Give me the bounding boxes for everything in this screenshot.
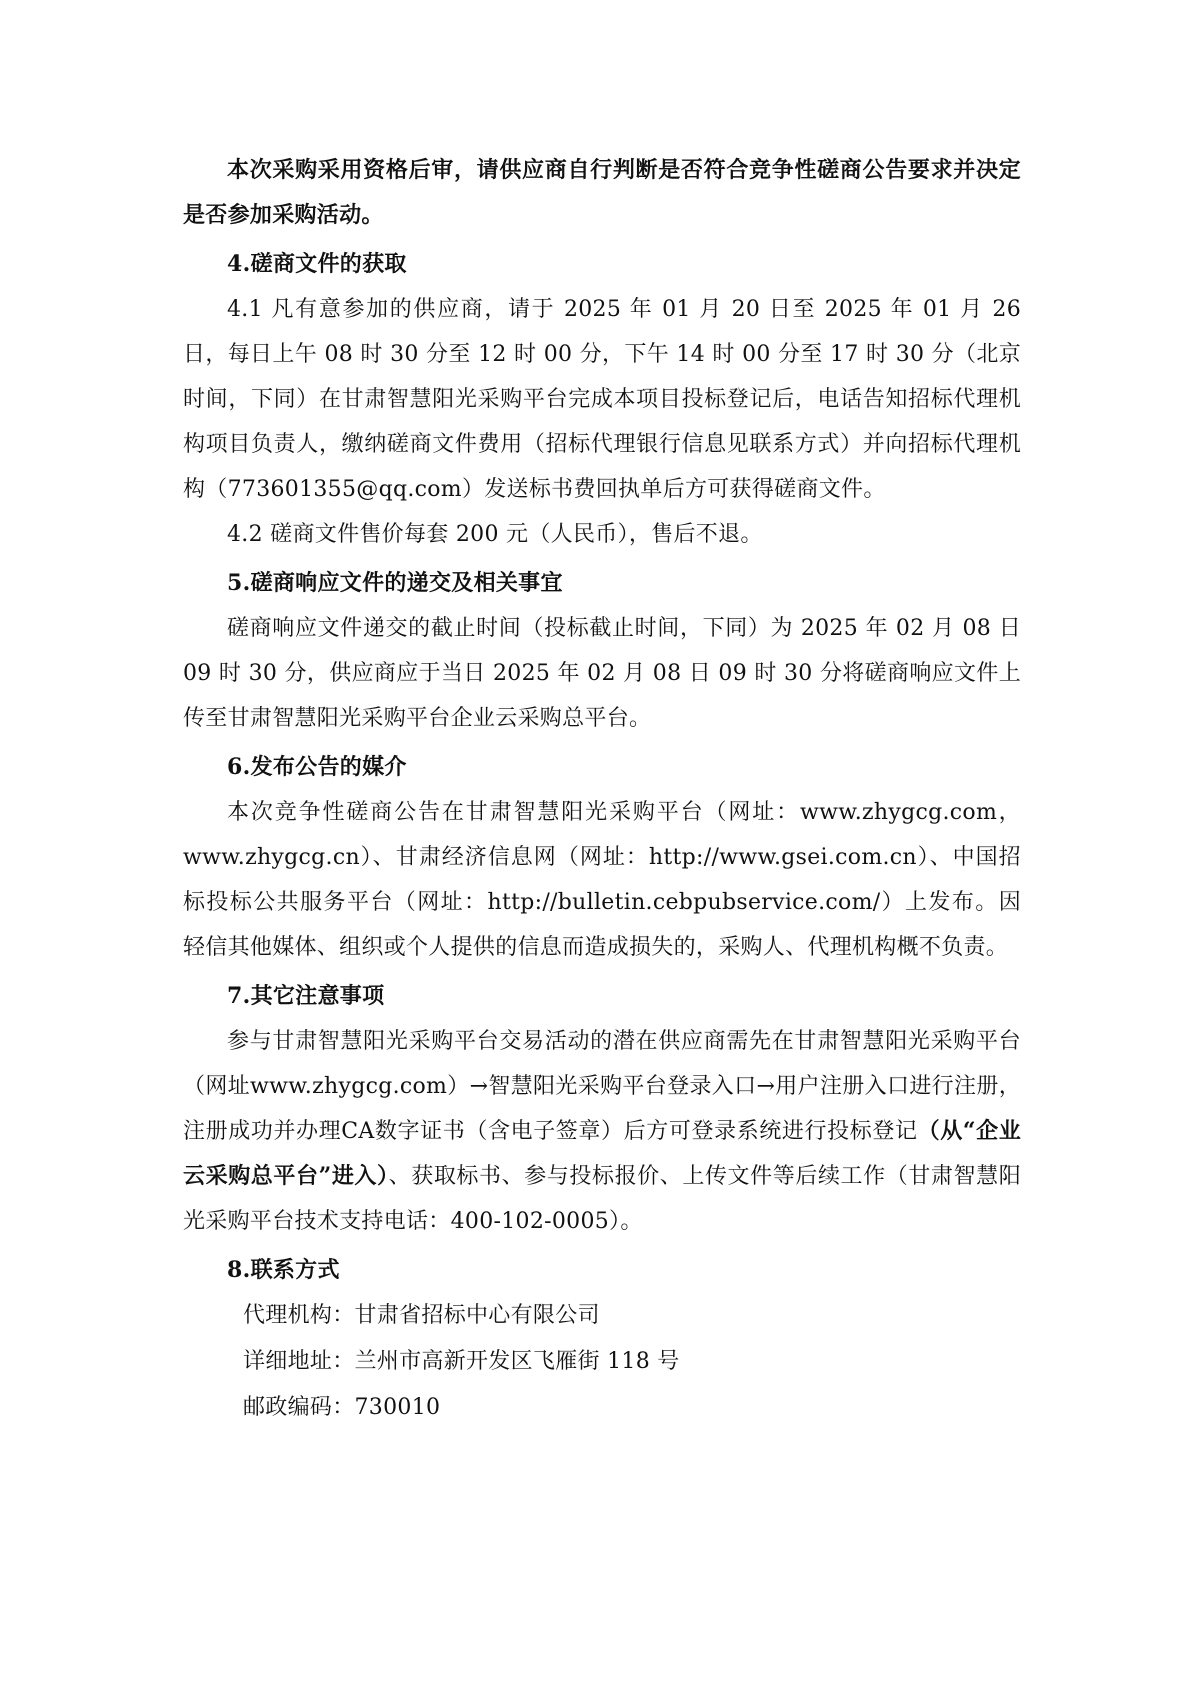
contact-postcode: 邮政编码：730010 bbox=[243, 1395, 441, 1420]
contact-agency: 代理机构：甘肃省招标中心有限公司 bbox=[243, 1303, 600, 1328]
section-6-paragraph: 本次竞争性磋商公告在甘肃智慧阳光采购平台（网址：www.zhygcg.com，www.zhygcg.cn）、甘肃经济信息网（网址：http://www.gsei.com.cn）、中国招标投标公共服务平台（网址：http://bulletin.cebpubservice.com/）上发布。因轻信其他媒体、组织或个人提供的信息而造成损失的，采购人、代理机构概不负责。 bbox=[183, 800, 1021, 960]
section-7-text-part2: 、获取标书、参与投标报价、上传文件等后续工作（甘肃智慧阳光采购平台技术支持电话：400-102-0005）。 bbox=[183, 1164, 1022, 1234]
document-page bbox=[183, 148, 1021, 1431]
section-4-1-paragraph: 4.1 凡有意参加的供应商，请于 2025 年 01 月 20 日至 2025 年 01 月 26 日，每日上午 08 时 30 分至 12 时 00 分，下午 14 时 00 分至 17 时 30 分（北京时间，下同）在甘肃智慧阳光采购平台完成本项目投标登记后，电话告知招标代理机构项目负责人，缴纳磋商文件费用（招标代理银行信息见联系方式）并向招标代理机构（773601355@qq.com）发送标书费回执单后方可获得磋商文件。 bbox=[183, 297, 1021, 502]
section-7-bold-note: （从“企业云采购总平台”进入） bbox=[183, 1118, 1022, 1189]
section-4-2-paragraph: 4.2 磋商文件售价每套 200 元（人民币），售后不退。 bbox=[227, 522, 763, 547]
intro-paragraph: 本次采购采用资格后审，请供应商自行判断是否符合竞争性磋商公告要求并决定是否参加采购活动。 bbox=[183, 157, 1021, 228]
section-7-paragraph bbox=[183, 1019, 1021, 1244]
section-7-heading: 7.其它注意事项 bbox=[227, 983, 385, 1009]
section-5-heading: 5.磋商响应文件的递交及相关事宜 bbox=[227, 570, 563, 596]
section-4-heading: 4.磋商文件的获取 bbox=[227, 251, 407, 277]
section-7-text-part1: 参与甘肃智慧阳光采购平台交易活动的潜在供应商需先在甘肃智慧阳光采购平台（网址www.zhygcg.com）→智慧阳光采购平台登录入口→用户注册入口进行注册，注册成功并办理CA数字证书（含电子签章）后方可登录系统进行投标登记 bbox=[183, 1029, 1021, 1144]
contact-address: 详细地址：兰州市高新开发区飞雁街 118 号 bbox=[243, 1349, 680, 1374]
section-5-paragraph: 磋商响应文件递交的截止时间（投标截止时间，下同）为 2025 年 02 月 08 日 09 时 30 分，供应商应于当日 2025 年 02 月 08 日 09 时 30 分将磋商响应文件上传至甘肃智慧阳光采购平台企业云采购总平台。 bbox=[183, 616, 1021, 731]
section-6-heading: 6.发布公告的媒介 bbox=[227, 754, 407, 780]
section-8-heading: 8.联系方式 bbox=[227, 1257, 340, 1283]
